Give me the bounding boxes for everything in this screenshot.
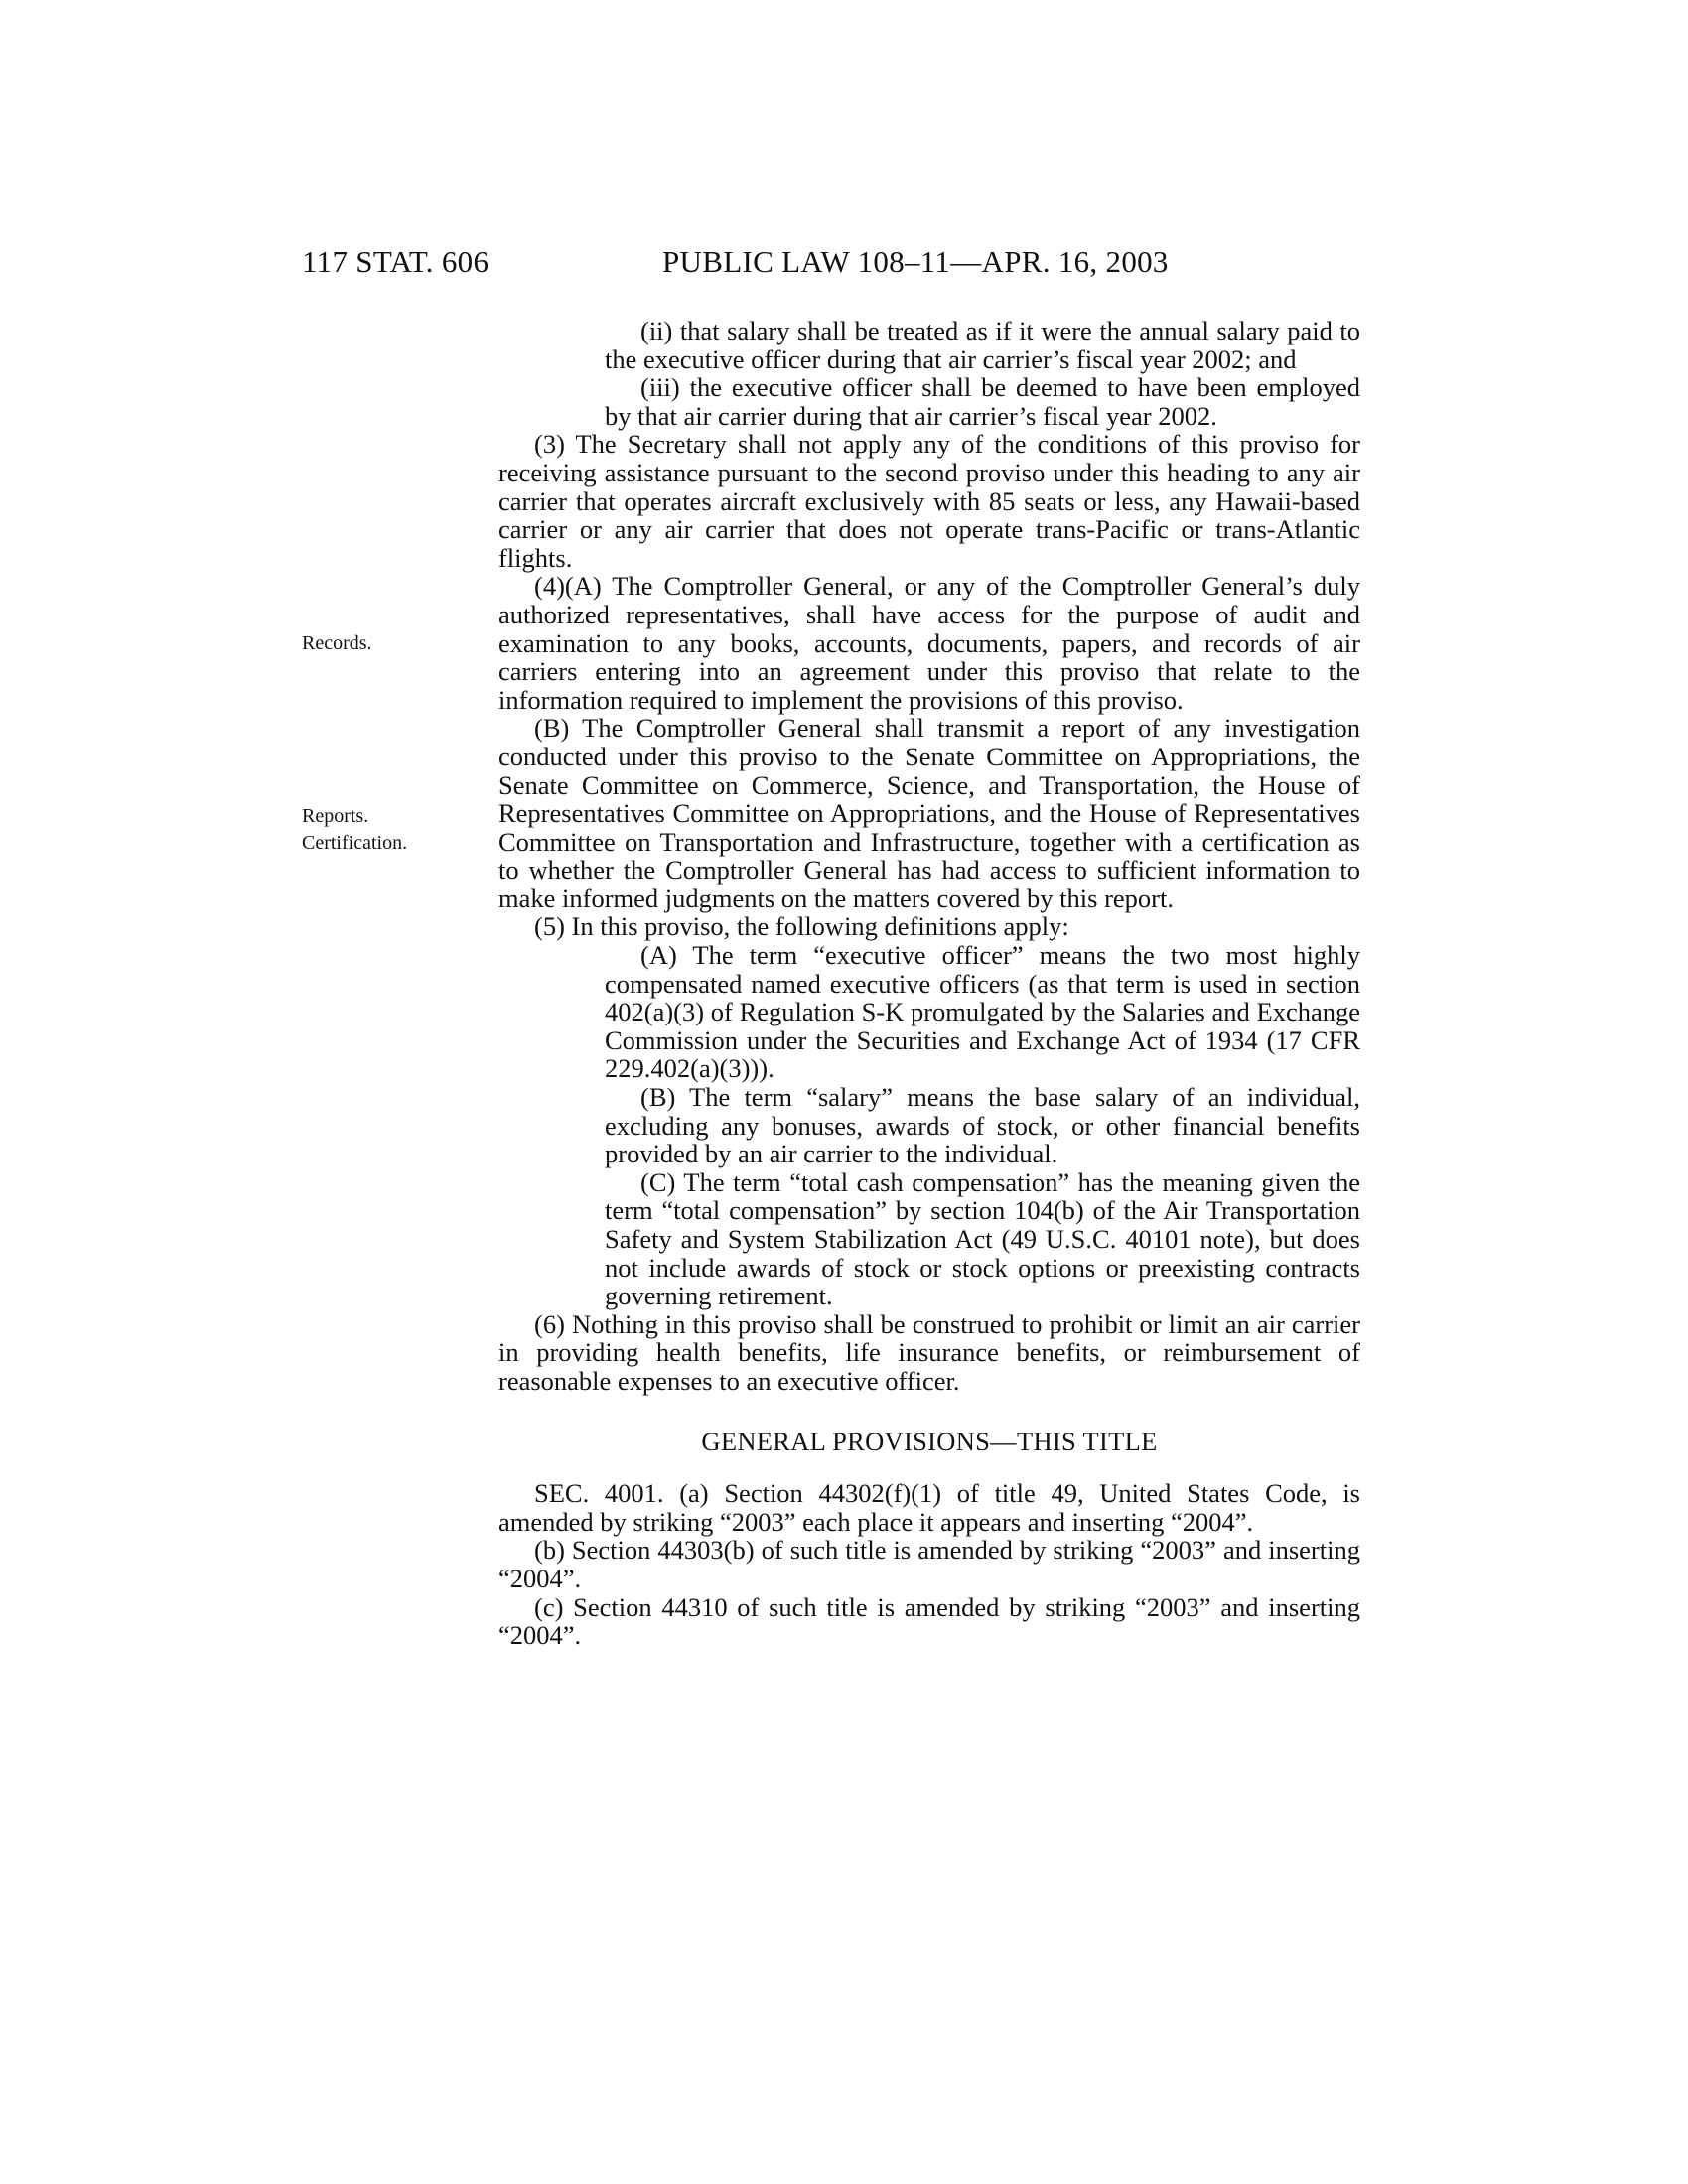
paragraph-ii: (ii) that salary shall be treated as if it were the annual salary paid to the executive officer during that air carrier’s fiscal year 2002; and	[605, 316, 1360, 374]
paragraph-4a: (4)(A) The Comptroller General, or any of the Comptroller General’s duly authorized representatives, shall have access for the purpose of audit and examination to any books, accounts, documents, papers, and records of air carriers entering into an agreement under this proviso that relate to the information required to implement the provisions of this proviso.	[498, 571, 1360, 715]
margin-note-records	[302, 630, 451, 657]
paragraph-5: (5) In this proviso, the following definitions apply:	[534, 911, 1069, 942]
paragraph-4b: (B) The Comptroller General shall transmit a report of any investigation conducted under this proviso to the Senate Committee on Appropriations, the Senate Committee on Commerce, Science, and Transportation, the House of Representatives Committee on Appropriations, and the House of Representatives Committee on Transportation and Infrastructure, together with a certification as to whether the Comptroller General has had access to sufficient information to make informed judgments on the matters covered by this report.	[498, 713, 1360, 913]
paragraph-5b: (B) The term “salary” means the base salary of an individual, excluding any bonuses, awards of stock, or other financial benefits provided by an air carrier to the individual.	[605, 1082, 1360, 1169]
margin-note-records-label: Records.	[302, 632, 372, 654]
section-4001-b: (b) Section 44303(b) of such title is amended by striking “2003” and inserting “2004”.	[498, 1535, 1360, 1593]
margin-note-reports-label: Reports.	[302, 805, 369, 827]
body-text	[498, 317, 1360, 1650]
paragraph-6: (6) Nothing in this proviso shall be construed to prohibit or limit an air carrier in providing health benefits, life insurance benefits, or reimbursement of reasonable expenses to an executive officer.	[498, 1308, 1360, 1396]
section-4001-c: (c) Section 44310 of such title is amended by striking “2003” and inserting “2004”.	[498, 1591, 1360, 1651]
paragraph-5a: (A) The term “executive officer” means the two most highly compensated named executive officers (as that term is used in section 402(a)(3) of Regulation S-K promulgated by the Salaries and Exchange Commission under the Securities and Exchange Act of 1934 (17 CFR 229.402(a)(3))).	[605, 940, 1360, 1084]
page-header	[0, 244, 1688, 284]
margin-note-certification-label: Certification.	[302, 832, 408, 854]
running-head: PUBLIC LAW 108–11—APR. 16, 2003	[662, 244, 1169, 279]
stat-citation: 117 STAT. 606	[302, 244, 490, 279]
paragraph-5c: (C) The term “total cash compensation” has the meaning given the term “total compensation” by section 104(b) of the Air Transportation Safety and System Stabilization Act (49 U.S.C. 40101 note), but does not include awards of stock or stock options or preexisting contracts governing retirement.	[605, 1166, 1360, 1311]
general-provisions-heading: GENERAL PROVISIONS—THIS TITLE	[701, 1426, 1158, 1456]
margin-note-reports-certification	[302, 803, 451, 857]
section-4001-a: SEC. 4001. (a) Section 44302(f)(1) of title 49, United States Code, is amended by striking “2003” each place it appears and inserting “2004”.	[498, 1478, 1360, 1537]
paragraph-3: (3) The Secretary shall not apply any of the conditions of this proviso for receiving assistance pursuant to the second proviso under this heading to any air carrier that operates aircraft exclusively with 85 seats or less, any Hawaii-based carrier or any air carrier that does not operate trans-Pacific or trans-Atlantic flights.	[498, 429, 1360, 573]
paragraph-iii: (iii) the executive officer shall be deemed to have been employed by that air carrier during that air carrier’s fiscal year 2002.	[605, 372, 1360, 431]
